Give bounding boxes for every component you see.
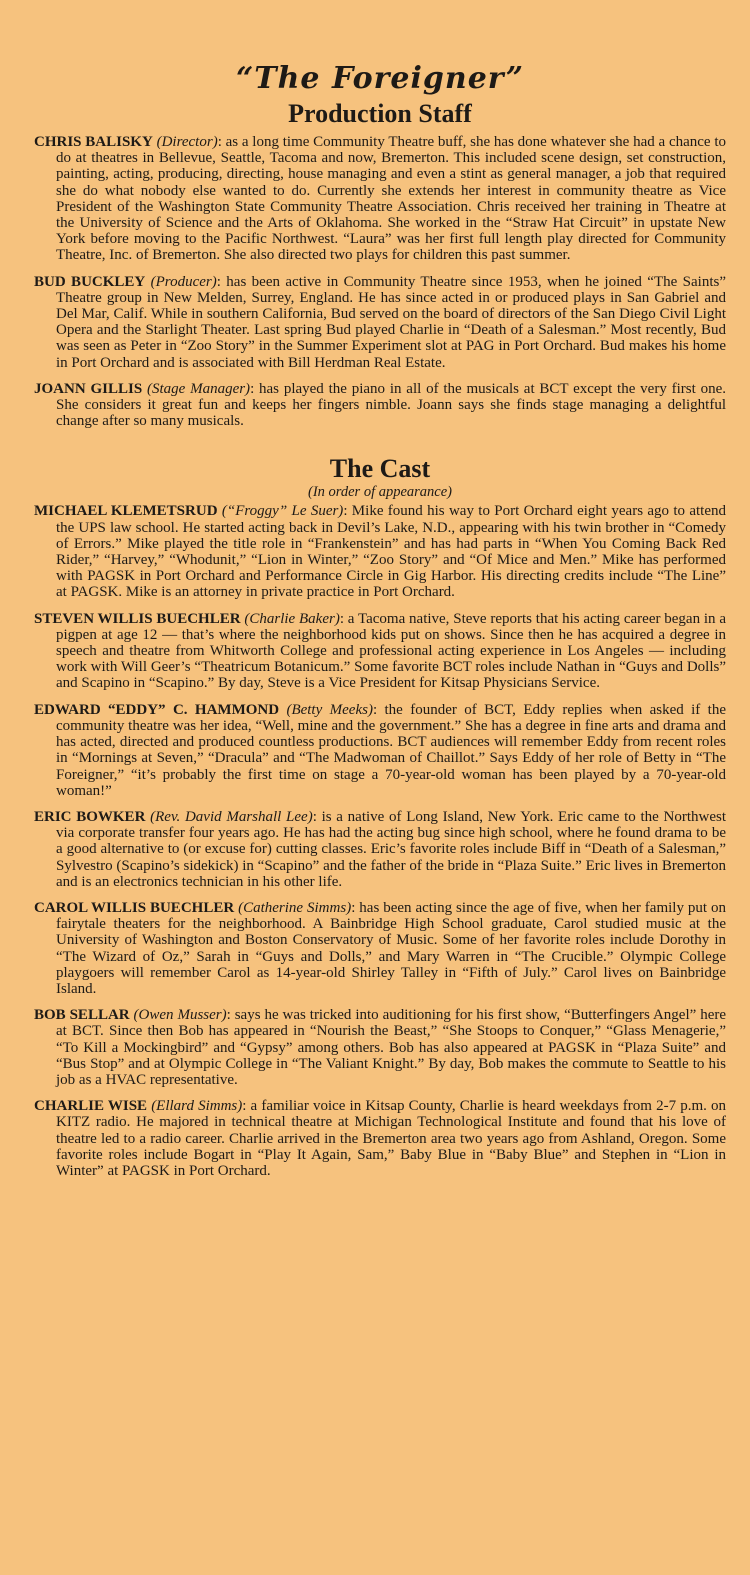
person-role: (“Froggy” Le Suer) xyxy=(221,503,344,520)
bio-text: : the founder of BCT, Eddy replies when asked if the community theatre was her idea, “Well, mine and the government.” She has a degree in fine arts and drama and has acted, directed and produced countless productions. BCT audiences will remember Eddy from recent roles in “Mornings at Seven,” “Dracula” and “The Madwoman of Chaillot.” Says Eddy of her role of Betty in “The Foreigner,” “it’s probably the first time on stage a 70-year-old woman has been played by a 70-year-old woman!” xyxy=(56,701,727,799)
bio-text: : has been acting since the age of five, when her family put on fairytale theaters for the neighborhood. A Bainbridge High School graduate, Carol studied music at the University of Washington and Boston Conservatory of Music. Some of her favorite roles include Dorothy in “The Wizard of Oz,” Sarah in “Guys and Dolls,” and Mary Warren in “The Crucible.” Olympic College playgoers will remember Carol as 14-year-old Shirley Talley in “Fifth of July.” Carol lives on Bainbridge Island. xyxy=(56,899,726,997)
bio-text: : a Tacoma native, Steve reports that his acting career began in a pigpen at age 12 — that’s where the neighborhood kids put on shows. Since then he has acquired a degree in speech and theatre from Whitworth College and professional acting experience in Los Angeles — including work with Will Geer’s “Theatricum Botanicum.” Some favorite BCT roles include Nathan in “Guys and Dolls” and Scapino in “Scapino.” By day, Steve is a Vice President for Kitsap Physicians Service. xyxy=(56,610,727,692)
bio-text: : a familiar voice in Kitsap County, Charlie is heard weekdays from 2-7 p.m. on KITZ radio. He majored in technical theatre at Michigan Technological Institute and found that his love of theatre led to a radio career. Charlie arrived in the Bremerton area two years ago from Ashland, Oregon. Some favorite roles include Bogart in “Play It Again, Sam,” Baby Blue in “Baby Blue” and Stephen in “Lion in Winter” at PAGSK in Port Orchard. xyxy=(56,1098,726,1179)
person-role: (Rev. David Marshall Lee) xyxy=(150,808,313,825)
person-name: CHRIS BALISKY xyxy=(34,134,153,150)
person-name: EDWARD “EDDY” C. HAMMOND xyxy=(34,701,280,718)
cast-heading: The Cast xyxy=(329,454,431,484)
person-name: JOANN GILLIS xyxy=(34,380,143,397)
bio-chris-balisky xyxy=(34,134,726,264)
bio-text: : is a native of Long Island, New York. Eric came to the Northwest via corporate transfer four years ago. He has had the acting bug since high school, where he found drama to be a good alternative to (or excuse for) cutting classes. Eric’s favorite roles include Biff in “Death of a Salesman,” Sylvestro (Scapino’s sidekick) in “Scapino” and the father of the bride in “Plaza Suite.” Eric lives in Bremerton and is an electronics technician in his other life. xyxy=(56,808,726,890)
person-role: (Director) xyxy=(156,134,218,150)
bio-carol-willis-buechler xyxy=(34,900,726,997)
show-title: “The Foreigner” xyxy=(236,61,524,96)
person-role: (Charlie Baker) xyxy=(244,610,340,627)
bio-joann-gillis xyxy=(34,381,726,430)
person-name: CHARLIE WISE xyxy=(34,1098,148,1115)
bio-steven-willis-buechler xyxy=(34,611,726,692)
bio-eric-bowker xyxy=(34,809,726,890)
bio-text: : has played the piano in all of the musicals at BCT except the very first one. She considers it great fun and keeps her fingers nimble. Joann says she finds stage managing a delightful change after so many musicals. xyxy=(56,380,726,430)
bio-text: : has been active in Community Theatre since 1953, when he joined “The Saints” Theatre group in New Melden, Surrey, England. He has since acted in or produced plays in San Gabriel and Del Mar, Calif. While in southern California, Bud served on the board of directors of the San Diego Civil Light Opera and the Starlight Theater. Last spring Bud played Charlie in “Death of a Salesman.” Most recently, Bud was seen as Peter in “Zoo Story” in the Summer Experiment slot at PAG in Port Orchard. Bud makes his home in Port Orchard and is associated with Bill Herdman Real Estate. xyxy=(56,273,726,371)
person-role: (Betty Meeks) xyxy=(286,701,373,718)
person-role: (Producer) xyxy=(150,273,217,290)
person-name: BUD BUCKLEY xyxy=(34,273,146,290)
person-role: (Owen Musser) xyxy=(133,1007,227,1024)
bio-bob-sellar xyxy=(34,1007,726,1088)
person-name: STEVEN WILLIS BUECHLER xyxy=(34,610,241,627)
cast-subheading: (In order of appearance) xyxy=(307,484,453,501)
production-staff-heading: Production Staff xyxy=(288,99,472,128)
bio-bud-buckley xyxy=(34,274,726,371)
person-role: (Ellard Simms) xyxy=(151,1098,243,1115)
person-role: (Catherine Simms) xyxy=(238,899,352,916)
bio-text: : says he was tricked into auditioning for his first show, “Butterfingers Angel” here at BCT. Since then Bob has appeared in “Nourish the Beast,” “She Stoops to Conquer,” “Glass Menagerie,” “To Kill a Mockingbird” and “Gypsy” among others. Bob has also appeared at PAGSK in “Plaza Suite” and “Bus Stop” and at Olympic College in “The Valiant Knight.” By day, Bob makes the commute to Seattle to his job as a HVAC representative. xyxy=(56,1007,727,1088)
bio-text: : as a long time Community Theatre buff, she has done whatever she had a chance to do at theatres in Bellevue, Seattle, Tacoma and now, Bremerton. This included scene design, set construction, painting, acting, producing, directing, house managing and even a stint as general manager, a job that required she do what nobody else wanted to do. Currently she extends her interest in community theatre as Vice President of the Washington State Community Theatre Association. Chris received her training in Theatre at the University of Science and the Arts of Oklahoma. She worked in the “Straw Hat Circuit” in upstate New York before moving to the Pacific Northwest. “Laura” was her first full length play directed for Community Theatre, Inc. of Bremerton. She also directed two plays for children this past summer. xyxy=(56,134,727,264)
person-name: BOB SELLAR xyxy=(34,1007,130,1024)
person-name: ERIC BOWKER xyxy=(34,808,146,825)
bio-charlie-wise xyxy=(34,1098,726,1179)
bio-text: : Mike found his way to Port Orchard eight years ago to attend the UPS law school. He started acting back in Devil’s Lake, N.D., appearing with his twin brother in “Comedy of Errors.” Mike played the title role in “Frankenstein” and has had parts in “When You Coming Back Red Rider,” “Harvey,” “Whodunit,” “Lion in Winter,” “Zoo Story” and “Of Mice and Men.” Mike has performed with PAGSK in Port Orchard and Performance Circle in Gig Harbor. His directing credits include “The Line” at PAGSK. Mike is an attorney in private practice in Port Orchard. xyxy=(56,503,727,601)
person-role: (Stage Manager) xyxy=(146,380,251,397)
bio-michael-klemetsrud xyxy=(34,503,726,600)
person-name: CAROL WILLIS BUECHLER xyxy=(34,899,235,916)
person-name: MICHAEL KLEMETSRUD xyxy=(34,503,218,520)
bio-edward-eddy-hammond xyxy=(34,702,726,799)
